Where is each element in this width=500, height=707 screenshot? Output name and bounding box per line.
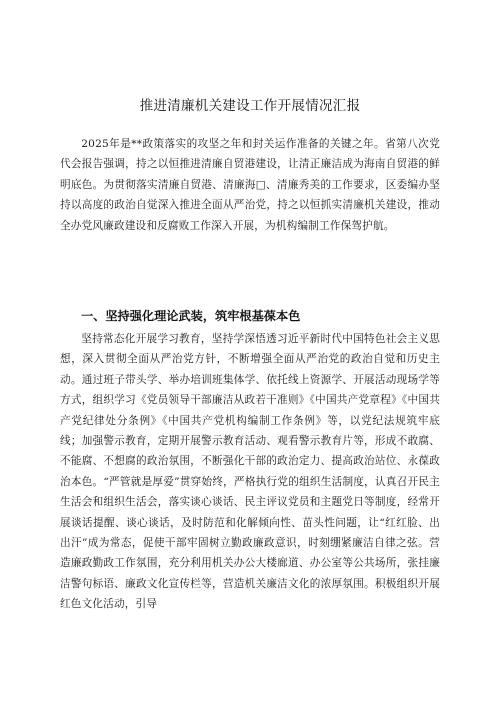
document-title: 推进清廉机关建设工作开展情况汇报 [139,98,361,114]
section-heading: 一、坚持强化理论武装，筑牢根基葆本色 [81,309,301,323]
intro-paragraph: 2025年是**政策落实的攻坚之年和封关运作准备的关键之年。省第八次党代会报告强调，持之以恒推进清廉自贸港建设，让清正廉洁成为海南自贸港的鲜明底色。为贯彻落实清廉自贸港、清廉海□、清廉秀美的工作要求，区委编办坚持以高度的政治自觉深入推进全面从严治党，持之以恒抓实清廉机关建设，推动全办党风廉政建设和反腐败工作深入开展，为机构编制工作保驾护航。 [60,138,440,232]
section-paragraph: 坚持常态化开展学习教育，坚持学深悟透习近平新时代中国特色社会主义思想，深入贯彻全面从严治党方针，不断增强全面从严治党的政治自觉和历史主动。通过班子带头学、举办培训班集体学、依托线上资源学、开展活动现场学等方式，组织学习《党员领导干部廉洁从政若干准则》《中国共产党章程》《中国共产党纪律处分条例》《中国共产党机构编制工作条例》等，以党纪法规筑牢底线；加强警示教育，定期开展警示教育活动、观看警示教育片等，形成不敢腐、不能腐、不想腐的政治氛围，不断强化干部的政治定力、提高政治站位、永葆政治本色。“严管就是厚爱”贯穿始终，严格执行党的组织生活制度，认真召开民主生活会和组织生活会，落实谈心谈话、民主评议党员和主题党日等制度，经常开展谈话提醒、谈心谈话，及时防范和化解倾向性、苗头性问题，让“红红脸、出出汗”成为常态，促使干部牢固树立勤政廉政意识，时刻绷紧廉洁自律之弦。营造廉政勤政工作氛围，充分利用机关办公大楼廊道、办公室等公共场所，张挂廉洁警句标语、廉政文化宣传栏等，营造机关廉洁文化的浓厚氛围。积极组织开展红色文化活动，引导 [60,333,440,611]
intro-block [60,134,440,236]
section-1 [60,306,440,615]
